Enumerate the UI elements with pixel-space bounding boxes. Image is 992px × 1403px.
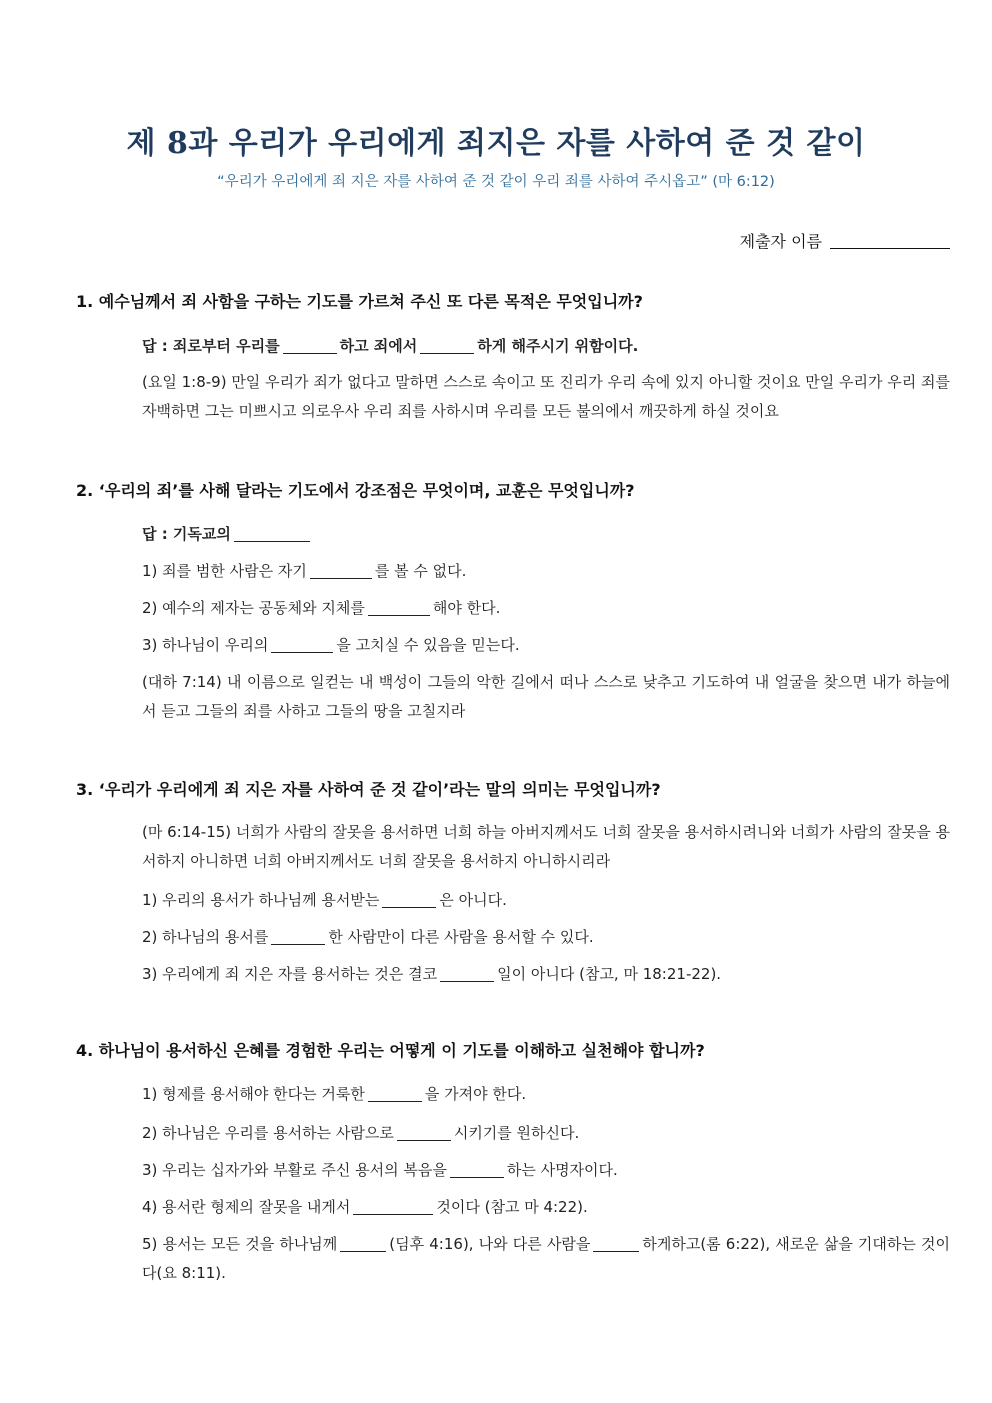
q3-reference: (마 6:14-15) 너희가 사람의 잘못을 용서하면 너희 하늘 아버지께서도 너희 잘못을 용서하시려니와 너희가 사람의 잘못을 용서하지 아니하면 너희 아버지께서도 너희 잘못을 용서하지 아니하시리라 [142,823,950,870]
q3-item-1-text-a: 1) 우리의 용서가 하나님께 용서받는 [142,891,380,909]
q4-blank-6[interactable] [593,1237,639,1252]
question-2: 2. ‘우리의 죄’를 사해 달라는 기도에서 강조점은 무엇이며, 교훈은 무엇입니까? [76,481,635,500]
q3-blank-2[interactable] [271,930,325,945]
q3-item-3-text-a: 3) 우리에게 죄 지은 자를 용서하는 것은 결코 [142,965,438,983]
q4-blank-5[interactable] [340,1237,386,1252]
q4-item-1-text-a: 1) 형제를 용서해야 한다는 거룩한 [142,1085,365,1103]
q2-answer [142,523,950,544]
q4-item-3 [142,1159,950,1180]
q3-item-2 [142,926,950,947]
submitter-field [740,229,950,252]
q1-answer-text-b: 하고 죄에서 [339,337,418,355]
q3-item-1-text-b: 은 아니다. [439,891,507,909]
q2-item-3-text-a: 3) 하나님이 우리의 [142,636,269,654]
q3-item-3-text-b: 일이 아니다 (참고, 마 18:21-22). [497,965,722,983]
q1-answer [142,335,950,356]
q4-item-4 [142,1196,950,1217]
q4-item-4-text-b: 것이다 (참고 마 4:22). [436,1198,588,1216]
q2-reference: (대하 7:14) 내 이름으로 일컫는 내 백성이 그들의 악한 길에서 떠나 스스로 낮추고 기도하여 내 얼굴을 찾으면 내가 하늘에서 듣고 그들의 죄를 사하고 그들의 땅을 고칠지라 [142,673,950,720]
q3-blank-1[interactable] [382,893,436,908]
q4-item-3-text-b: 하는 사명자이다. [506,1161,618,1179]
q2-answer-text: 답 : 기독교의 [142,525,231,543]
q4-item-5-text-a: 5) 용서는 모든 것을 하나님께 [142,1235,338,1253]
q4-item-5-text-c: 하게하고(롬 6:22), 새로운 삶을 기대하는 것이다(요 8:11). [142,1235,951,1282]
q4-item-4-text-a: 4) 용서란 형제의 잘못을 내게서 [142,1198,351,1216]
q3-blank-3[interactable] [440,967,494,982]
q2-item-2 [142,597,950,618]
q4-blank-2[interactable] [397,1126,451,1141]
q2-blank-1[interactable] [310,564,372,579]
page-title: 제 8과 우리가 우리에게 죄지은 자를 사하여 준 것 같이 [126,126,866,161]
question-1: 1. 예수님께서 죄 사함을 구하는 기도를 가르쳐 주신 또 다른 목적은 무엇입니까? [76,292,643,311]
q4-item-2 [142,1122,950,1143]
q1-answer-text-c: 하게 해주시기 위함이다. [477,337,639,355]
q4-blank-3[interactable] [450,1163,504,1178]
q2-item-1-text-a: 1) 죄를 범한 사람은 자기 [142,562,307,580]
q1-blank-2[interactable] [420,339,474,354]
q1-reference: (요일 1:8-9) 만일 우리가 죄가 없다고 말하면 스스로 속이고 또 진리가 우리 속에 있지 아니할 것이요 만일 우리가 우리 죄를 자백하면 그는 미쁘시고 의로우사 우리 죄를 사하시며 우리를 모든 불의에서 깨끗하게 하실 것이요 [142,373,950,420]
q1-answer-text-a: 답 : 죄로부터 우리를 [142,337,280,355]
q3-item-1 [142,889,950,910]
q2-item-2-text-b: 해야 한다. [432,599,501,617]
q4-blank-1[interactable] [368,1087,422,1102]
q4-item-5 [142,1230,950,1288]
q2-item-1-text-b: 를 볼 수 없다. [374,562,467,580]
q2-item-3 [142,634,950,655]
q2-item-2-text-a: 2) 예수의 제자는 공동체와 지체를 [142,599,365,617]
q2-blank-3[interactable] [271,638,333,653]
question-4: 4. 하나님이 용서하신 은혜를 경험한 우리는 어떻게 이 기도를 이해하고 실천해야 합니까? [76,1041,705,1060]
q4-blank-4[interactable] [353,1200,433,1215]
q2-blank-answer[interactable] [234,527,310,542]
submitter-name-blank[interactable] [830,232,950,249]
q1-blank-1[interactable] [283,339,337,354]
q4-item-1-text-b: 을 가져야 한다. [424,1085,527,1103]
q4-item-3-text-a: 3) 우리는 십자가와 부활로 주신 용서의 복음을 [142,1161,447,1179]
q2-item-1 [142,560,950,581]
key-verse: “우리가 우리에게 죄 지은 자를 사하여 준 것 같이 우리 죄를 사하여 주시옵고” (마 6:12) [217,174,775,190]
q2-blank-2[interactable] [368,601,430,616]
q3-item-2-text-a: 2) 하나님의 용서를 [142,928,269,946]
q4-item-1 [142,1083,950,1104]
q4-item-5-text-b: (딤후 4:16), 나와 다른 사람을 [389,1235,591,1253]
question-3: 3. ‘우리가 우리에게 죄 지은 자를 사하여 준 것 같이’라는 말의 의미는 무엇입니까? [76,780,661,799]
q4-item-2-text-b: 시키기를 원하신다. [453,1124,580,1142]
q2-item-3-text-b: 을 고치실 수 있음을 믿는다. [336,636,520,654]
q3-item-3 [142,963,950,984]
submitter-label: 제출자 이름 [739,232,822,251]
q4-item-2-text-a: 2) 하나님은 우리를 용서하는 사람으로 [142,1124,394,1142]
q3-item-2-text-b: 한 사람만이 다른 사람을 용서할 수 있다. [328,928,594,946]
